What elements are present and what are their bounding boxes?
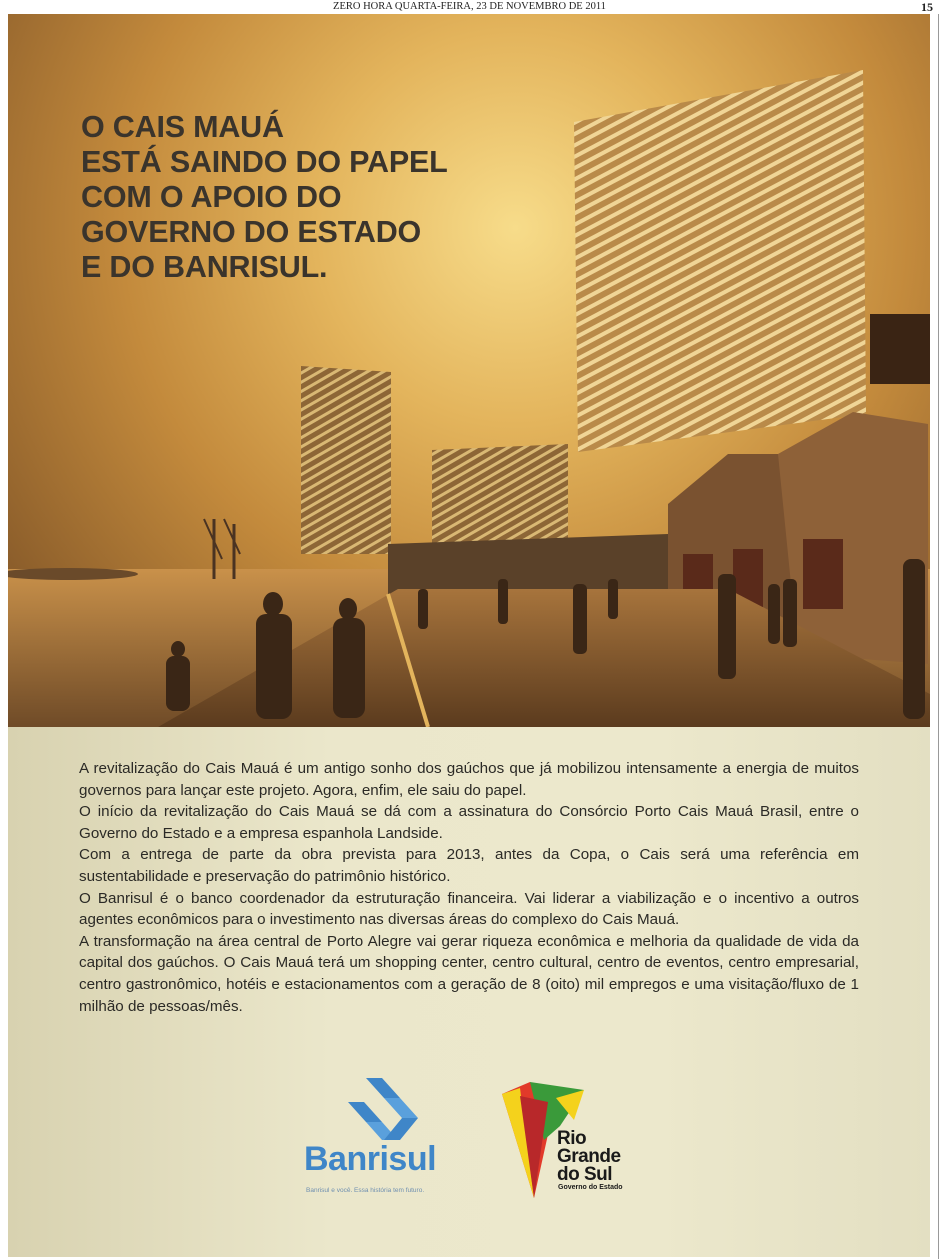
rs-name-line: Rio xyxy=(557,1128,587,1149)
hero-image xyxy=(8,14,930,727)
page-number: 15 xyxy=(921,0,933,14)
headline xyxy=(81,110,448,285)
body-paragraph: A revitalização do Cais Mauá é um antigo sonho dos gaúchos que já mobilizou intensamente a energia de muitos governos para lançar este projeto. Agora, enfim, ele saiu do papel. xyxy=(79,760,859,799)
header-text: ZERO HORA QUARTA-FEIRA, 23 DE NOVEMBRO DE 2011 xyxy=(333,1,606,12)
banrisul-logo xyxy=(304,1078,464,1198)
headline-line: COM O APOIO DO xyxy=(81,180,342,214)
rs-subtitle: Governo do Estado xyxy=(558,1184,623,1191)
headline-line: E DO BANRISUL. xyxy=(81,250,328,284)
headline-line: ESTÁ SAINDO DO PAPEL xyxy=(81,145,448,179)
banrisul-name: Banrisul xyxy=(304,1140,437,1178)
body-text xyxy=(79,758,859,1017)
banrisul-emblem-icon xyxy=(348,1078,428,1140)
body-paragraph: O início da revitalização do Cais Mauá se dá com a assinatura do Consórcio Porto Cais Mauá Brasil, entre o Governo do Estado e a empresa espanhola Landside. xyxy=(79,803,859,842)
body-paragraph: A transformação na área central de Porto Alegre vai gerar riqueza econômica e melhoria da qualidade de vida da capital dos gaúchos. O Cais Mauá terá um shopping center, centro cultural, centro de eventos, centro empresarial, centro gastronômico, hotéis e estacionamentos com a geração de 8 (oito) mil empregos e uma visitação/fluxo de 1 milhão de pessoas/mês. xyxy=(79,932,859,1015)
page-header xyxy=(0,0,939,14)
headline-line: GOVERNO DO ESTADO xyxy=(81,215,422,249)
headline-line: O CAIS MAUÁ xyxy=(81,110,284,144)
body-paragraph: Com a entrega de parte da obra prevista para 2013, antes da Copa, o Cais será uma referência em sustentabilidade e preservação do patrimônio histórico. xyxy=(79,846,859,885)
rs-name xyxy=(557,1130,621,1184)
rs-name-line: do Sul xyxy=(557,1164,613,1185)
rs-name-line: Grande xyxy=(557,1146,621,1167)
body-paragraph: O Banrisul é o banco coordenador da estruturação financeira. Vai liderar a viabilização e o incentivo a outros agentes econômicos para o investimento nas diversas áreas do complexo do Cais Mauá. xyxy=(79,889,859,929)
banrisul-tagline: Banrisul e você. Essa história tem futuro. xyxy=(306,1187,425,1194)
rio-grande-do-sul-logo xyxy=(500,1080,640,1200)
